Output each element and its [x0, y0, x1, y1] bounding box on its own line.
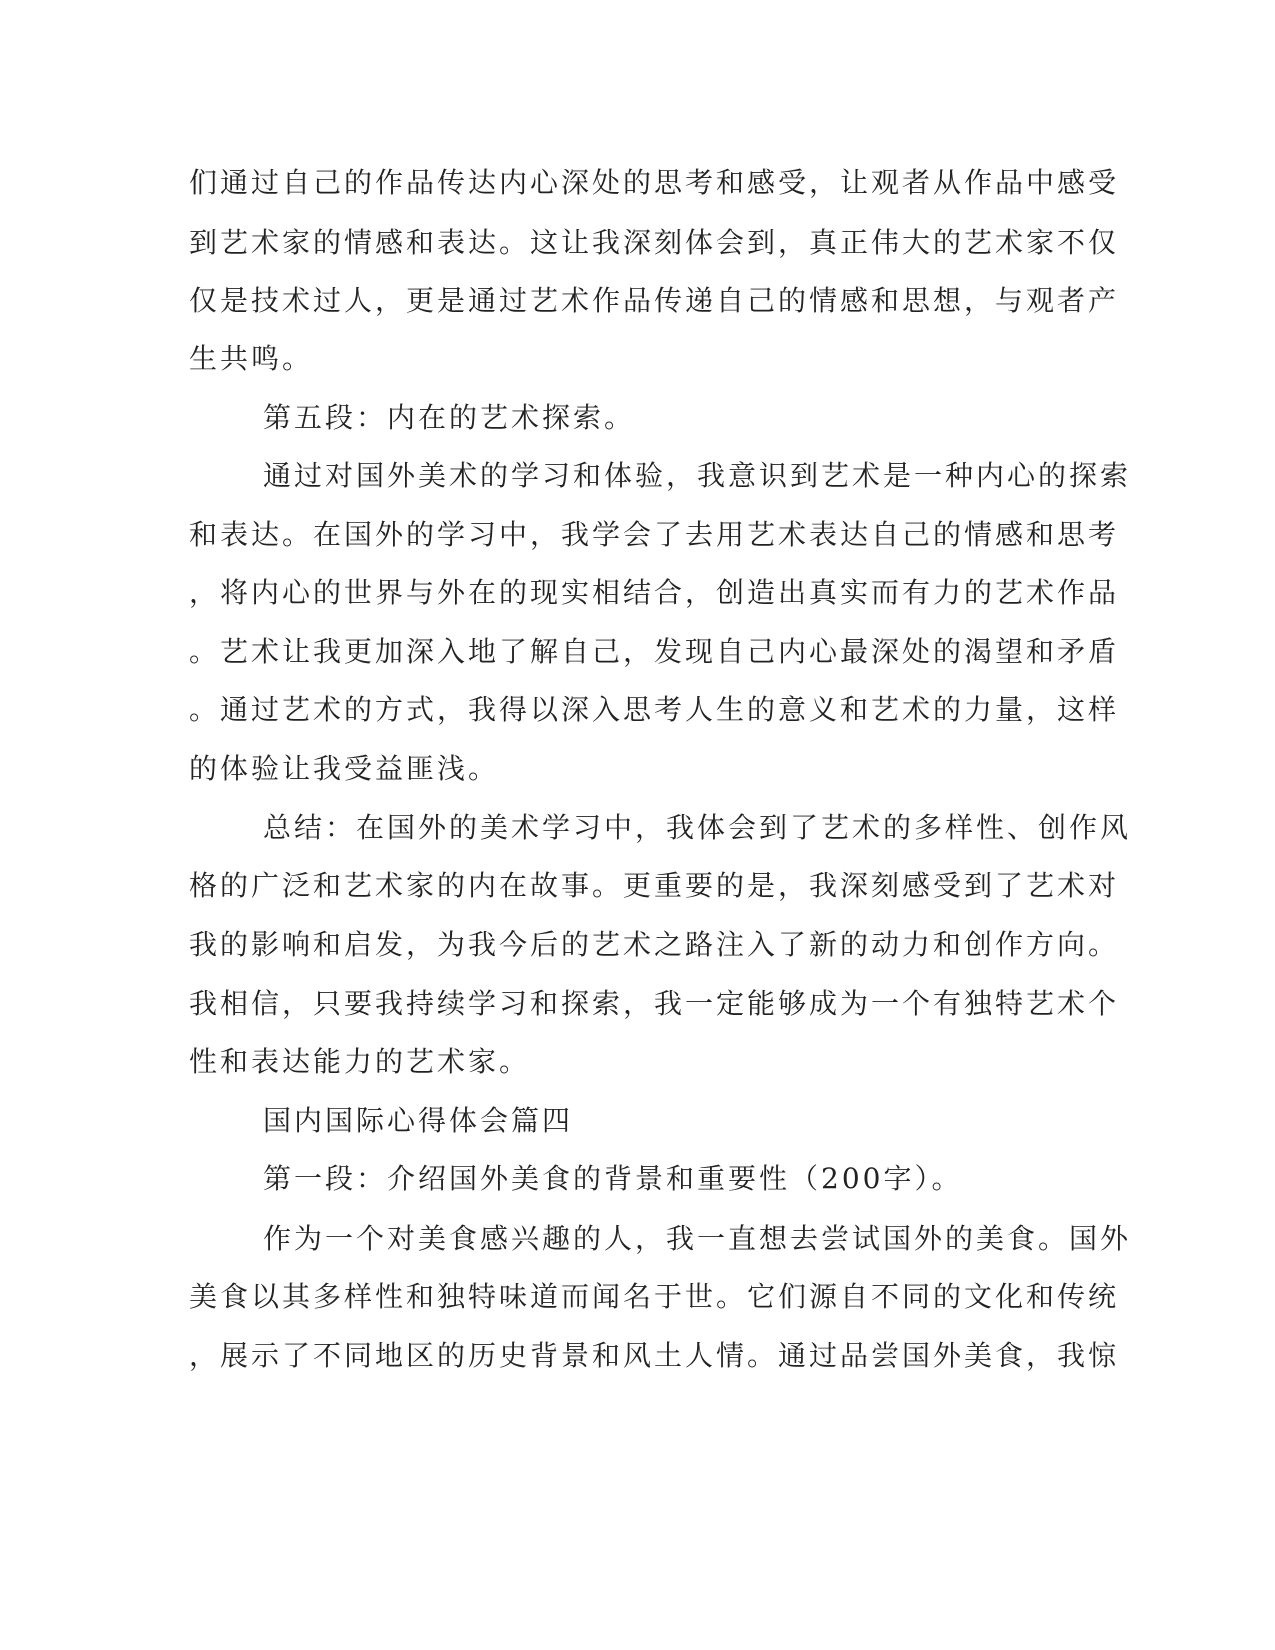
text-line: 性和表达能力的艺术家。: [189, 1045, 531, 1078]
text-line: 我相信，只要我持续学习和探索，我一定能够成为一个有独特艺术个: [189, 987, 1120, 1020]
text-line: 总结：在国外的美术学习中，我体会到了艺术的多样性、创作风: [263, 811, 1132, 844]
text-line: 通过对国外美术的学习和体验，我意识到艺术是一种内心的探索: [263, 459, 1132, 492]
text-line: ，将内心的世界与外在的现实相结合，创造出真实而有力的艺术作品: [189, 576, 1120, 609]
text-line: 到艺术家的情感和表达。这让我深刻体会到，真正伟大的艺术家不仅: [189, 226, 1120, 259]
text-line: 仅是技术过人，更是通过艺术作品传递自己的情感和思想，与观者产: [189, 284, 1120, 317]
text-line: 生共鸣。: [189, 342, 314, 375]
text-line: 美食以其多样性和独特味道而闻名于世。它们源自不同的文化和传统: [189, 1280, 1120, 1313]
text-line: 我的影响和启发，为我今后的艺术之路注入了新的动力和创作方向。: [189, 928, 1120, 961]
text-line: 的体验让我受益匪浅。: [189, 752, 500, 785]
section-title: 国内国际心得体会篇四: [263, 1104, 574, 1137]
text-line: 作为一个对美食感兴趣的人，我一直想去尝试国外的美食。国外: [263, 1222, 1132, 1255]
text-line: 。通过艺术的方式，我得以深入思考人生的意义和艺术的力量，这样: [189, 693, 1120, 726]
text-line: ，展示了不同地区的历史背景和风土人情。通过品尝国外美食，我惊: [189, 1339, 1120, 1372]
section-heading: 第五段：内在的艺术探索。: [263, 401, 636, 434]
text-line: 格的广泛和艺术家的内在故事。更重要的是，我深刻感受到了艺术对: [189, 869, 1120, 902]
text-line: 和表达。在国外的学习中，我学会了去用艺术表达自己的情感和思考: [189, 518, 1120, 551]
text-line: 。艺术让我更加深入地了解自己，发现自己内心最深处的渴望和矛盾: [189, 635, 1120, 668]
section-heading: 第一段：介绍国外美食的背景和重要性（200字）。: [263, 1162, 963, 1195]
text-line: 们通过自己的作品传达内心深处的思考和感受，让观者从作品中感受: [189, 166, 1120, 199]
